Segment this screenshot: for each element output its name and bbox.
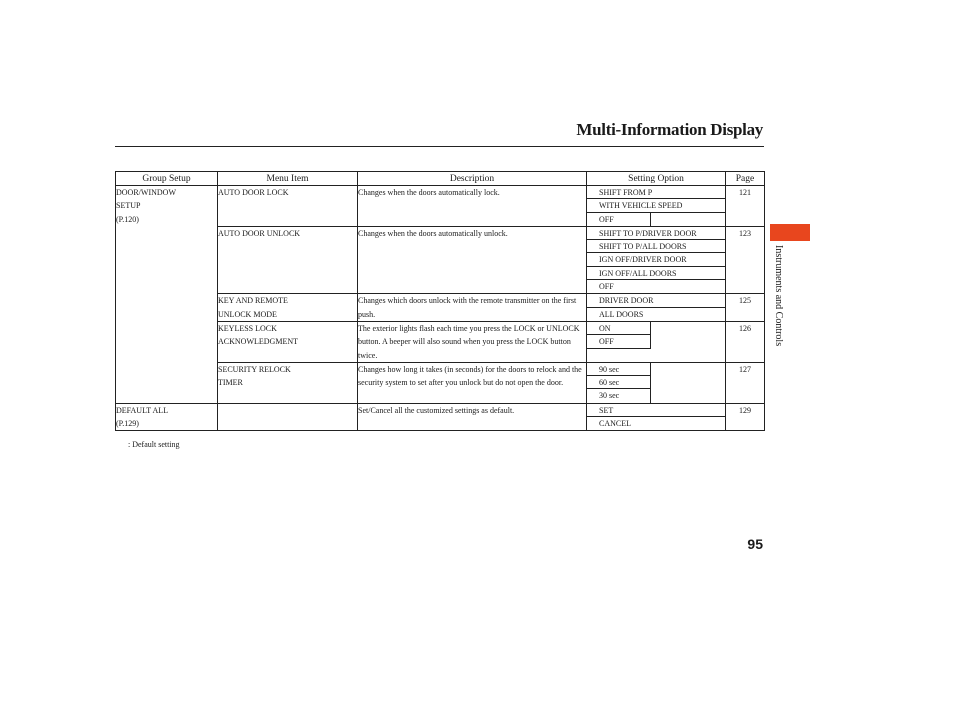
setting-option: CANCEL [599, 419, 631, 429]
setting-option: IGN OFF/DRIVER DOOR [587, 253, 725, 266]
column-header-menu-item: Menu Item [218, 172, 358, 186]
group-page-ref: (P.120) [116, 214, 139, 224]
setting-options [587, 321, 726, 362]
table-header-row [116, 172, 765, 186]
setting-options [587, 294, 726, 322]
page-ref: 121 [726, 186, 765, 227]
section-side-label: Instruments and Controls [773, 245, 784, 347]
menu-item [218, 321, 358, 362]
setting-options [587, 403, 726, 431]
setting-option: SET [587, 404, 725, 417]
section-tab-marker [770, 224, 810, 241]
menu-item: AUTO DOOR LOCK [218, 186, 358, 227]
table-row [116, 186, 765, 227]
menu-item-line: KEY AND REMOTE [218, 296, 288, 306]
column-header-group: Group Setup [116, 172, 218, 186]
description: The exterior lights flash each time you press the LOCK or UNLOCK button. A beeper will also sound when you press the LOCK button twice. [358, 321, 587, 362]
setting-option: IGN OFF/ALL DOORS [587, 267, 725, 280]
group-cell-door-window [116, 186, 218, 404]
column-header-description: Description [358, 172, 587, 186]
column-header-page: Page [726, 172, 765, 186]
table-row [116, 403, 765, 431]
group-page-ref: (P.129) [116, 419, 139, 429]
setting-option: 30 sec [587, 389, 651, 402]
menu-item [218, 294, 358, 322]
page-number: 95 [747, 536, 763, 552]
menu-item-line: KEYLESS LOCK [218, 323, 277, 333]
settings-table [115, 171, 765, 431]
page-ref: 125 [726, 294, 765, 322]
column-header-setting-option: Setting Option [587, 172, 726, 186]
setting-option: ON [587, 322, 651, 335]
description: Changes when the doors automatically unlock. [358, 226, 587, 293]
setting-option: OFF [587, 213, 651, 226]
default-setting-footnote: : Default setting [128, 440, 180, 449]
setting-option: 90 sec [587, 363, 651, 376]
page-title: Multi-Information Display [576, 120, 763, 139]
menu-item-line: SECURITY RELOCK [218, 364, 291, 374]
setting-option: 60 sec [587, 376, 651, 389]
page-ref: 127 [726, 362, 765, 403]
group-cell-default-all [116, 403, 218, 431]
menu-item [218, 403, 358, 431]
description: Changes which doors unlock with the remote transmitter on the first push. [358, 294, 587, 322]
setting-options [587, 362, 726, 403]
description: Set/Cancel all the customized settings as default. [358, 403, 587, 431]
setting-option: SHIFT FROM P [587, 186, 725, 199]
setting-option: SHIFT TO P/ALL DOORS [587, 240, 725, 253]
setting-option: SHIFT TO P/DRIVER DOOR [587, 227, 725, 240]
page-ref: 126 [726, 321, 765, 362]
setting-option: OFF [587, 335, 651, 348]
group-name-cont: SETUP [116, 201, 141, 211]
setting-option: DRIVER DOOR [587, 294, 725, 307]
setting-option: WITH VEHICLE SPEED [587, 199, 725, 212]
setting-option: OFF [599, 282, 614, 292]
menu-item [218, 362, 358, 403]
description: Changes when the doors automatically lock. [358, 186, 587, 227]
menu-item-line: TIMER [218, 378, 243, 388]
setting-options [587, 186, 726, 227]
page-ref: 129 [726, 403, 765, 431]
setting-options [587, 226, 726, 293]
menu-item-line: ACKNOWLEDGMENT [218, 337, 298, 347]
setting-option: ALL DOORS [599, 309, 644, 319]
page-ref: 123 [726, 226, 765, 293]
description: Changes how long it takes (in seconds) for the doors to relock and the security system to set after you unlock but do not open the door. [358, 362, 587, 403]
group-name: DOOR/WINDOW [116, 188, 176, 197]
group-name: DEFAULT ALL [116, 405, 169, 415]
menu-item-line: UNLOCK MODE [218, 309, 277, 319]
menu-item: AUTO DOOR UNLOCK [218, 226, 358, 293]
title-divider [115, 146, 764, 147]
